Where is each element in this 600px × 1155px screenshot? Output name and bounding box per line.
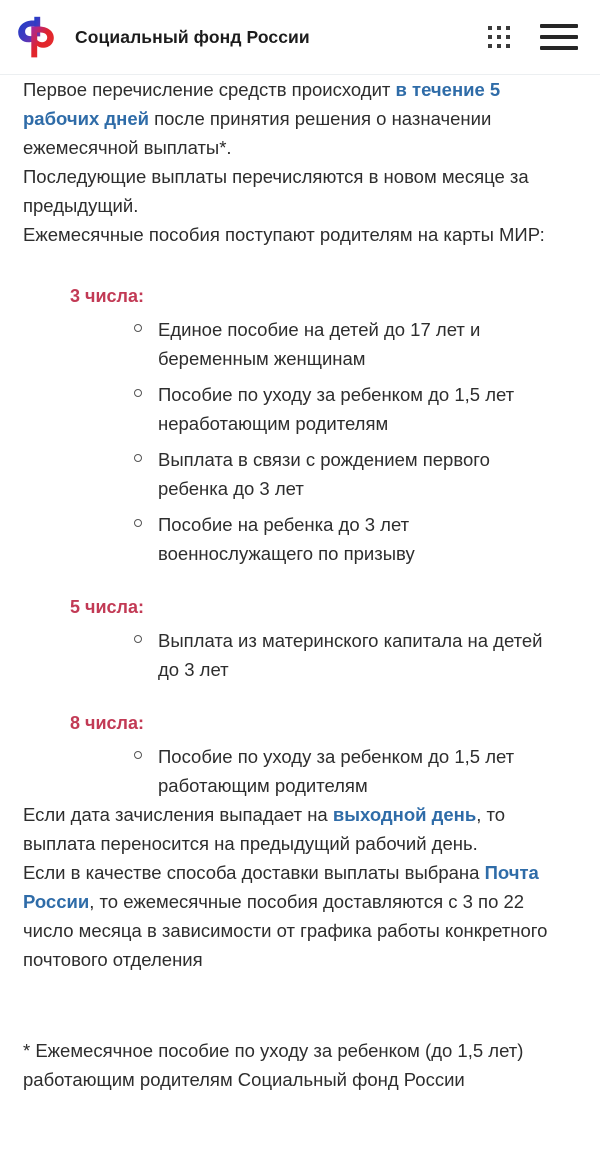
paragraph-text: после принятия решения о назначении ежемесячной выплаты*. [23, 108, 492, 158]
dot-grid-dot [497, 44, 501, 48]
bullet-circle-icon [134, 635, 142, 643]
paragraph-post-delivery [23, 858, 577, 974]
header-actions [488, 24, 578, 50]
paragraph-mir-cards: Ежемесячные пособия поступают родителям на карты МИР: [23, 224, 545, 245]
paragraph-text: Если в качестве способа доставки выплаты выбрана [23, 862, 485, 883]
paragraph-text: Первое перечисление средств происходит [23, 79, 396, 100]
dot-grid-dot [497, 26, 501, 30]
bullet-circle-icon [134, 751, 142, 759]
bullet-circle-icon [134, 389, 142, 397]
sfr-logo-icon [14, 16, 60, 58]
link-russian-post[interactable]: Почта России [23, 862, 539, 912]
benefit-list [23, 736, 577, 800]
paragraph-text: , то ежемесячные пособия доставляются с 3 по 22 число месяца в зависимости от графика работы конкретного почтового отделения [23, 891, 548, 970]
benefit-list [23, 620, 577, 684]
list-item [23, 380, 577, 438]
bullet-circle-icon [134, 519, 142, 527]
footnote-text: * Ежемесячное пособие по уходу за ребенком (до 1,5 лет) работающим родителям Социальный фонд России [23, 1040, 524, 1090]
link-weekend-day[interactable]: выходной день [332, 804, 477, 825]
article-body [0, 75, 600, 1094]
date-heading: 8 числа: [70, 713, 144, 733]
hamburger-menu-icon[interactable] [540, 24, 578, 50]
hamburger-bar [540, 46, 578, 50]
footnote-wrap [23, 974, 577, 1094]
list-item [23, 315, 577, 373]
dot-grid-dot [506, 44, 510, 48]
bullet-circle-icon [134, 324, 142, 332]
paragraph-weekend-rule [23, 800, 577, 858]
date-group-5 [23, 568, 577, 684]
paragraph-text: , то выплата переносится на предыдущий рабочий день. [23, 804, 506, 854]
list-item-label: Выплата из материнского капитала на детей до 3 лет [158, 630, 543, 680]
paragraph-subsequent-payments: Последующие выплаты перечисляются в новом месяце за предыдущий. [23, 166, 529, 216]
bullet-circle-icon [134, 454, 142, 462]
dot-grid-dot [488, 26, 492, 30]
list-item [23, 510, 577, 568]
date-heading: 5 числа: [70, 597, 144, 617]
list-item-label: Выплата в связи с рождением первого ребенка до 3 лет [158, 449, 490, 499]
brand-title: Социальный фонд России [75, 26, 310, 47]
date-group-8 [23, 684, 577, 800]
date-group-3 [23, 249, 577, 568]
list-item-label: Пособие по уходу за ребенком до 1,5 лет неработающим родителям [158, 384, 515, 434]
list-item [23, 626, 577, 684]
link-five-working-days[interactable]: в течение 5 рабочих дней [23, 79, 501, 129]
hamburger-bar [540, 35, 578, 39]
brand[interactable] [14, 16, 488, 58]
site-header [0, 0, 600, 75]
list-item [23, 742, 577, 800]
hamburger-bar [540, 24, 578, 28]
dot-grid-icon[interactable] [488, 26, 510, 48]
dot-grid-dot [488, 44, 492, 48]
list-item [23, 445, 577, 503]
dot-grid-dot [506, 26, 510, 30]
dot-grid-dot [506, 35, 510, 39]
date-heading: 3 числа: [70, 286, 144, 306]
paragraph-text: Если дата зачисления выпадает на [23, 804, 333, 825]
dot-grid-dot [497, 35, 501, 39]
paragraph-first-transfer [23, 75, 577, 162]
list-item-label: Пособие на ребенка до 3 лет военнослужащего по призыву [158, 514, 415, 564]
list-item-label: Единое пособие на детей до 17 лет и беременным женщинам [158, 319, 481, 369]
benefit-list [23, 309, 577, 568]
dot-grid-dot [488, 35, 492, 39]
list-item-label: Пособие по уходу за ребенком до 1,5 лет работающим родителям [158, 746, 515, 796]
